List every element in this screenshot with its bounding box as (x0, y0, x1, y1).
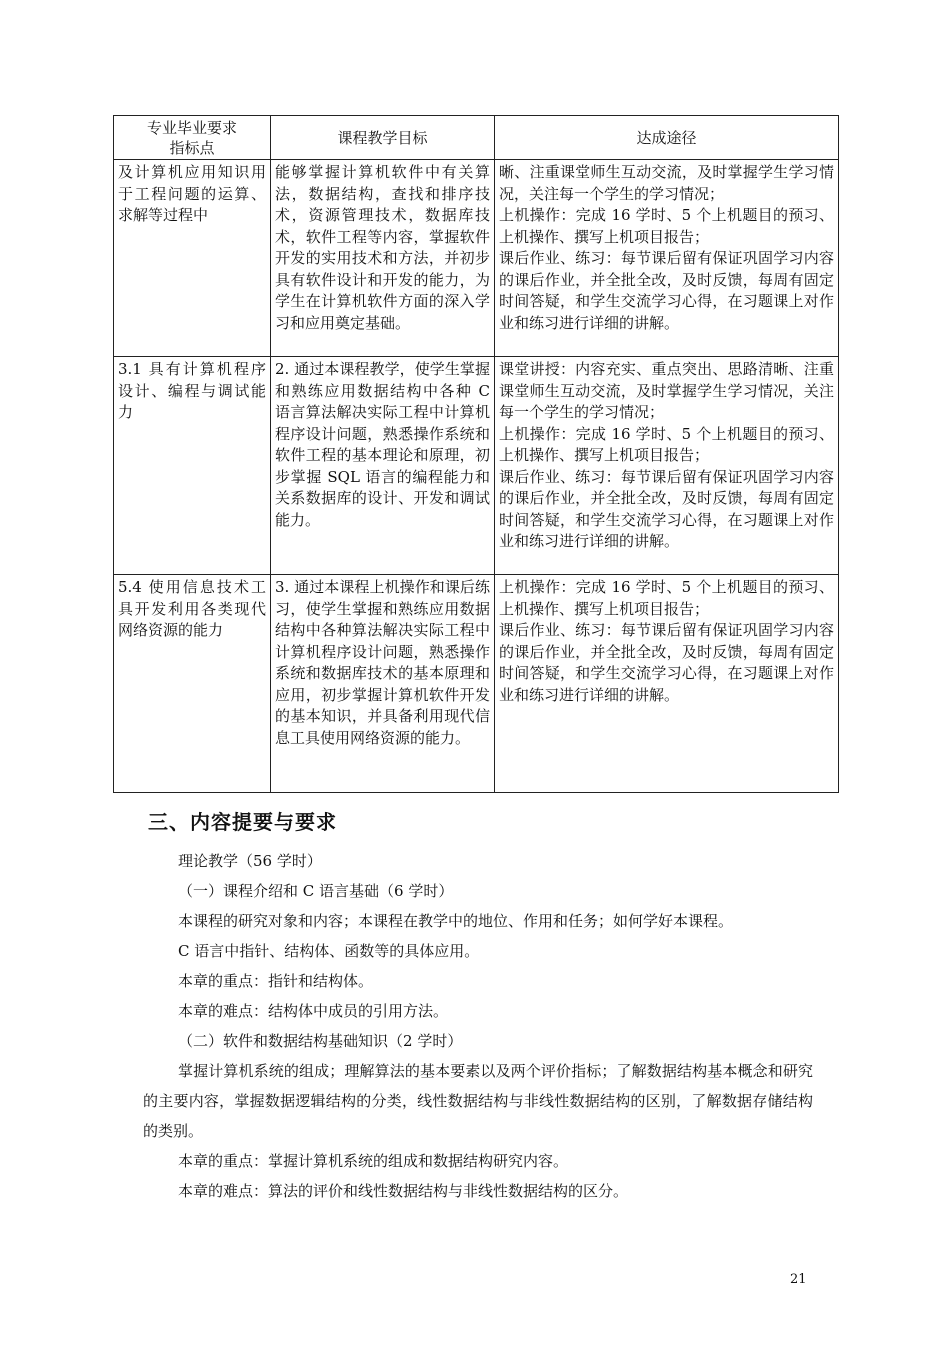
header-indicator-line-2: 指标点 (169, 138, 215, 157)
header-objective: 课程教学目标 (271, 116, 495, 160)
approach-line: 课后作业、练习：每节课后留有保证巩固学习内容的课后作业，并全批全改，及时反馈，每周有固定时间答疑，和学生交流学习心得，在习题课上对作业和练习进行详细的讲解。 (499, 249, 834, 332)
objective-cell: 3. 通过本课程上机操作和课后练习，使学生掌握和熟练应用数据结构中各种算法解决实际工程中计算机程序设计问题，熟悉操作系统和数据库技术的基本原理和应用，初步掌握计算机软件开发的基本知识，并具备利用现代信息工具使用网络资源的能力。 (271, 575, 495, 793)
indicator-cell: 及计算机应用知识用于工程问题的运算、求解等过程中 (114, 160, 271, 357)
indicator-cell: 5.4 使用信息技术工具开发利用各类现代网络资源的能力 (114, 575, 271, 793)
paragraph: （二）软件和数据结构基础知识（2 学时） (178, 1032, 463, 1050)
approach-line: 上机操作：完成 16 学时、5 个上机题目的预习、上机操作、撰写上机项目报告； (499, 578, 834, 618)
table-row (114, 357, 839, 575)
paragraph: 本章的重点：掌握计算机系统的组成和数据结构研究内容。 (178, 1152, 569, 1170)
approach-line: 上机操作：完成 16 学时、5 个上机题目的预习、上机操作、撰写上机项目报告； (499, 424, 834, 464)
table-row (114, 160, 839, 357)
header-indicator (114, 116, 271, 160)
paragraph: 本章的重点：指针和结构体。 (178, 972, 374, 990)
approach-line: 课堂讲授：内容充实、重点突出、思路清晰、注重课堂师生互动交流，及时掌握学生学习情况，关注每一个学生的学习情况； (499, 360, 834, 421)
table-header-row (114, 116, 839, 160)
paragraph: 理论教学（56 学时） (178, 852, 322, 870)
approach-cell (495, 357, 839, 575)
approach-line: 晰、注重课堂师生互动交流，及时掌握学生学习情况，关注每一个学生的学习情况； (499, 163, 834, 203)
page-number: 21 (790, 1272, 807, 1287)
objective-cell: 2. 通过本课程教学，使学生掌握和熟练应用数据结构中各种 C 语言算法解决实际工程中计算机程序设计问题，熟悉操作系统和软件工程的基本理论和原理，初步掌握 SQL 语言的编程能力和关系数据库的设计、开发和调试能力。 (271, 357, 495, 575)
paragraph: （一）课程介绍和 C 语言基础（6 学时） (178, 882, 454, 900)
section-heading: 三、内容提要与要求 (148, 810, 337, 834)
section-body (143, 846, 813, 1206)
paragraph: 本章的难点：结构体中成员的引用方法。 (178, 1002, 449, 1020)
indicator-cell: 3.1 具有计算机程序设计、编程与调试能力 (114, 357, 271, 575)
objective-cell: 能够掌握计算机软件中有关算法，数据结构，查找和排序技术，资源管理技术，数据库技术，软件工程等内容，掌握软件开发的实用技术和方法，并初步具有软件设计和开发的能力，为学生在计算机软件方面的深入学习和应用奠定基础。 (271, 160, 495, 357)
approach-line: 课后作业、练习：每节课后留有保证巩固学习内容的课后作业，并全批全改，及时反馈，每周有固定时间答疑，和学生交流学习心得，在习题课上对作业和练习进行详细的讲解。 (499, 467, 834, 550)
paragraph: 本章的难点：算法的评价和线性数据结构与非线性数据结构的区分。 (178, 1182, 629, 1200)
paragraph: C 语言中指针、结构体、函数等的具体应用。 (178, 942, 480, 960)
approach-cell (495, 160, 839, 357)
header-approach: 达成途径 (495, 116, 839, 160)
header-indicator-line-1: 专业毕业要求 (146, 118, 237, 137)
approach-line: 上机操作：完成 16 学时、5 个上机题目的预习、上机操作、撰写上机项目报告； (499, 206, 834, 246)
table-row (114, 575, 839, 793)
paragraph: 掌握计算机系统的组成；理解算法的基本要素以及两个评价指标；了解数据结构基本概念和研究的主要内容，掌握数据逻辑结构的分类，线性数据结构与非线性数据结构的区别，了解数据存储结构的类别。 (143, 1062, 813, 1140)
approach-cell (495, 575, 839, 793)
requirements-table (113, 115, 839, 793)
paragraph: 本课程的研究对象和内容；本课程在教学中的地位、作用和任务；如何学好本课程。 (178, 912, 734, 930)
approach-line: 课后作业、练习：每节课后留有保证巩固学习内容的课后作业，并全批全改，及时反馈，每周有固定时间答疑，和学生交流学习心得，在习题课上对作业和练习进行详细的讲解。 (499, 621, 834, 704)
